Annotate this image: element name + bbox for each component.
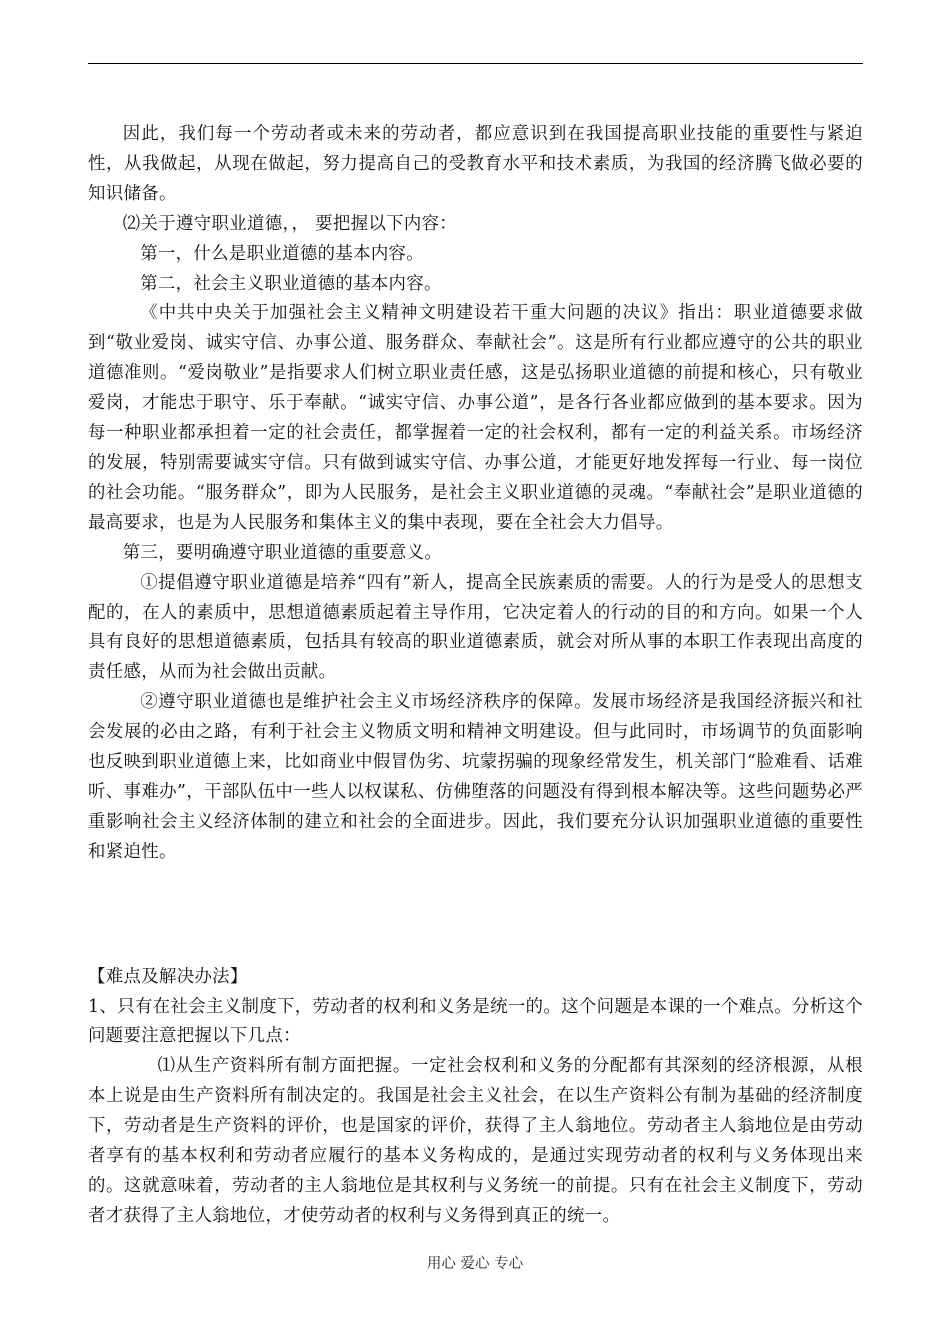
paragraph: ⑵关于遵守职业道德，， 要把握以下内容： xyxy=(122,213,458,234)
section-heading: 【难点及解决办法】 xyxy=(88,966,248,987)
paragraph: ①提倡遵守职业道德是培养“四有”新人，提高全民族素质的需要。人的行为是受人的思想支配的，在人的素质中，思想道德素质起着主导作用，它决定着人的行动的目的和方向。如果一个人具有良好的思想道德素质，包括具有较高的职业道德素质，就会对所从事的本职工作表现出高度的责任感，从而为社会做出贡献。 xyxy=(88,572,863,683)
paragraph: 第二，社会主义职业道德的基本内容。 xyxy=(140,273,442,294)
paragraph: 因此，我们每一个劳动者或未来的劳动者，都应意识到在我国提高职业技能的重要性与紧迫性，从我做起，从现在做起，努力提高自己的受教育水平和技术素质，为我国的经济腾飞做必要的知识储备。 xyxy=(88,124,863,204)
paragraph: ②遵守职业道德也是维护社会主义市场经济秩序的保障。发展市场经济是我国经济振兴和社会发展的必由之路，有利于社会主义物质文明和精神文明建设。但与此同时，市场调节的负面影响也反映到职业道德上来，比如商业中假冒伪劣、坑蒙拐骗的现象经常发生，机关部门“脸难看、话难听、事难办”，干部队伍中一些人以权谋私、仿佛堕落的问题没有得到根本解决等。这些问题势必严重影响社会主义经济体制的建立和社会的全面进步。因此，我们要充分认识加强职业道德的重要性和紧迫性。 xyxy=(88,692,863,862)
paragraph: 《中共中央关于加强社会主义精神文明建设若干重大问题的决议》指出：职业道德要求做到“敬业爱岗、诚实守信、办事公道、服务群众、奉献社会”。这是所有行业都应遵守的公共的职业道德准则。“爱岗敬业”是指要求人们树立职业责任感，这是弘扬职业道德的前提和核心，只有敬业爱岗，才能忠于职守、乐于奉献。“诚实守信、办事公道”，是各行各业都应做到的基本要求。因为每一种职业都承担着一定的社会责任，都掌握着一定的社会权利，都有一定的利益关系。市场经济的发展，特别需要诚实守信。只有做到诚实守信、办事公道，才能更好地发挥每一行业、每一岗位的社会功能。“服务群众”，即为人民服务，是社会主义职业道德的灵魂。“奉献社会”是职业道德的最高要求，也是为人民服务和集体主义的集中表现，要在全社会大力倡导。 xyxy=(88,303,863,533)
section-spacer xyxy=(88,868,863,963)
page-footer: 用心 爱心 专心 xyxy=(426,1256,524,1272)
header-rule xyxy=(88,63,863,64)
paragraph: ⑴从生产资料所有制方面把握。一定社会权利和义务的分配都有其深刻的经济根源，从根本上说是由生产资料所有制决定的。我国是社会主义社会，在以生产资料公有制为基础的经济制度下，劳动者是生产资料的评价，也是国家的评价，获得了主人翁地位。劳动者主人翁地位是由劳动者享有的基本权利和劳动者应履行的基本义务构成的，是通过实现劳动者的权利与义务体现出来的。这就意味着，劳动者的主人翁地位是其权利与义务统一的前提。只有在社会主义制度下，劳动者才获得了主人翁地位，才使劳动者的权利与义务得到真正的统一。 xyxy=(88,1056,863,1226)
paragraph: 第一，什么是职业道德的基本内容。 xyxy=(140,243,425,264)
paragraph: 1、只有在社会主义制度下，劳动者的权利和义务是统一的。这个问题是本课的一个难点。分析这个问题要注意把握以下几点： xyxy=(88,996,863,1047)
paragraph: 第三，要明确遵守职业道德的重要意义。 xyxy=(122,542,443,563)
document-body xyxy=(88,120,863,1232)
